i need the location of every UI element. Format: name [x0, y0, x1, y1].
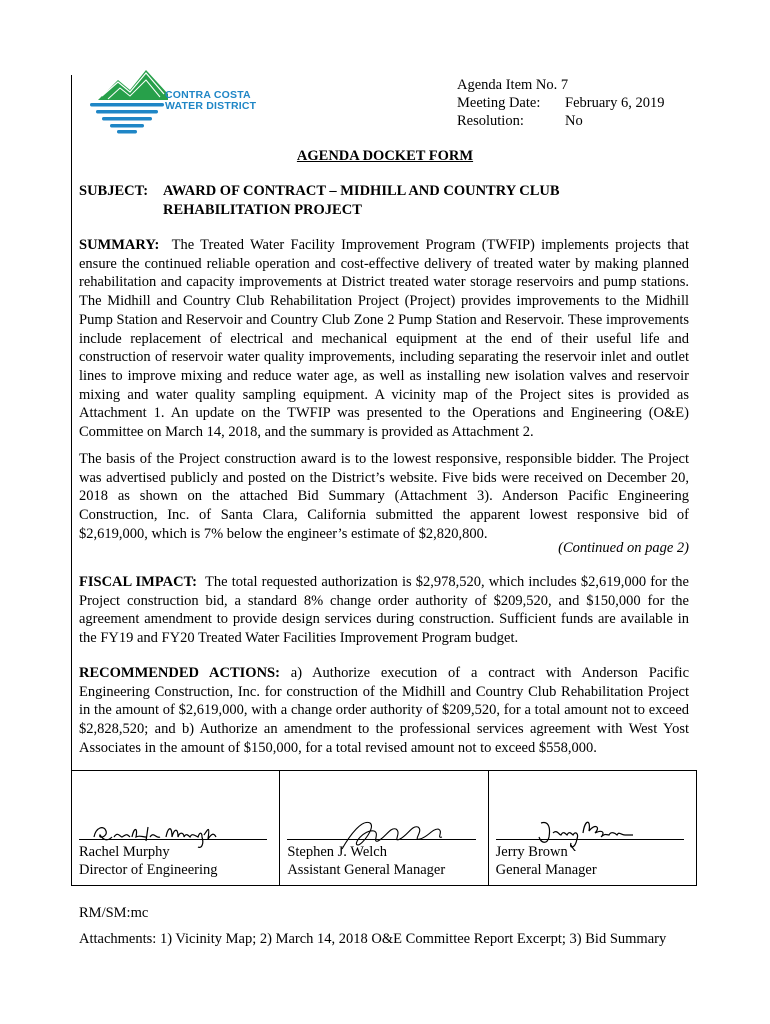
- actions-label: RECOMMENDED ACTIONS:: [79, 665, 280, 681]
- meeting-date-label: Meeting Date:: [457, 95, 541, 111]
- agenda-item-value: 7: [560, 77, 569, 93]
- initials: RM/SM:mc: [79, 905, 149, 921]
- basis-text: The basis of the Project construction award is to the lowest responsive, responsible bidder. The Project was advertised publicly and posted on the District’s website. Five bids were received on December 20, 2018 as shown on the attached Bid Summary (Attachment 3). Anderson Pacific Engineering Construction, Inc. of Santa Clara, California submitted the apparent lowest responsive bid of $2,619,000, which is 7% below the engineer’s estimate of $2,820,800.: [79, 451, 689, 542]
- signatory-title: General Manager: [495, 862, 597, 878]
- fiscal-text: The total requested authorization is $2,978,520, which includes $2,619,000 for the Project construction bid, a standard 8% change order authority of $209,520, and $150,000 for the agreement amendment to provide design services during construction. Sufficient funds are available in the FY19 and FY20 Treated Water Facilities Improvement Program budget.: [79, 574, 689, 647]
- subject: [79, 182, 560, 220]
- agenda-meta: [457, 76, 664, 130]
- logo-line-2: WATER DISTRICT: [165, 100, 257, 112]
- signature-cell-1: [72, 771, 280, 885]
- signature-line: [287, 839, 475, 840]
- signatory-2: [287, 843, 445, 879]
- subject-line-2: REHABILITATION PROJECT: [163, 202, 362, 218]
- agenda-item-row: [457, 76, 664, 94]
- summary-label: SUMMARY:: [79, 237, 160, 253]
- fiscal-label: FISCAL IMPACT:: [79, 574, 197, 590]
- subject-line-1: AWARD OF CONTRACT – MIDHILL AND COUNTRY CLUB: [163, 183, 560, 199]
- subject-label: SUBJECT:: [79, 183, 149, 199]
- signatory-1: [79, 843, 218, 879]
- page-title: AGENDA DOCKET FORM: [296, 148, 474, 164]
- signatory-name: Stephen J. Welch: [287, 844, 387, 860]
- signatory-title: Director of Engineering: [79, 862, 218, 878]
- signature-cell-2: [280, 771, 488, 885]
- agenda-item-label: Agenda Item No.: [457, 77, 558, 93]
- signatory-name: Jerry Brown: [495, 844, 568, 860]
- meeting-date-row: [457, 94, 664, 112]
- signature-block: [71, 770, 697, 886]
- actions-text: a) Authorize execution of a contract with Anderson Pacific Engineering Construction, Inc. for construction of the Midhill and Country Club Rehabilitation Project in the amount of $2,619,000, with a change order authority of $209,520, for a total amount not to exceed $2,828,520; and b) Authorize an amendment to the professional services agreement with West Yost Associates in the amount of $150,000, for a total revised amount not to exceed $558,000.: [79, 665, 689, 756]
- signatory-3: [496, 843, 597, 879]
- summary-text: The Treated Water Facility Improvement Program (TWFIP) implements projects that ensure the continued reliable operation and cost-effective delivery of treated water by making planned rehabilitation and capacity improvements at District treated water storage reservoirs and pump stations. The Midhill and Country Club Rehabilitation Project (Project) provides improvements to the Midhill Pump Station and Reservoir and Country Club Zone 2 Pump Station and Reservoir. These improvements include replacement of electrical and mechanical equipment at the end of their useful life and construction of reservoir water quality improvements, including separating the reservoir inlet and outlet lines to improve mixing and reduce water age, as well as installing new isolation valves and reservoir mixing and water quality sampling equipment. A vicinity map of the Project sites is provided as Attachment 1. An update on the TWFIP was presented to the Operations and Engineering (O&E) Committee on March 14, 2018, and the summary is provided as Attachment 2.: [79, 237, 689, 441]
- logo-line-1: CONTRA COSTA: [165, 89, 251, 101]
- signatory-title: Assistant General Manager: [287, 862, 446, 878]
- resolution-value: No: [565, 113, 583, 129]
- signature-cell-3: [489, 771, 696, 885]
- resolution-label: Resolution:: [457, 113, 524, 129]
- signature-line: [496, 839, 684, 840]
- signatory-name: Rachel Murphy: [79, 844, 170, 860]
- fiscal-paragraph: [79, 573, 689, 648]
- actions-paragraph: [79, 664, 689, 758]
- summary-paragraph: [79, 236, 689, 442]
- meeting-date-value: February 6, 2019: [565, 95, 665, 111]
- attachments-list: Attachments: 1) Vicinity Map; 2) March 14, 2018 O&E Committee Report Excerpt; 3) Bid Summary: [79, 931, 667, 947]
- continued-note: (Continued on page 2): [558, 540, 689, 556]
- basis-paragraph: [79, 450, 689, 544]
- logo-text: [165, 90, 256, 112]
- resolution-row: [457, 112, 664, 130]
- signature-line: [79, 839, 267, 840]
- left-margin-rule: [71, 75, 72, 771]
